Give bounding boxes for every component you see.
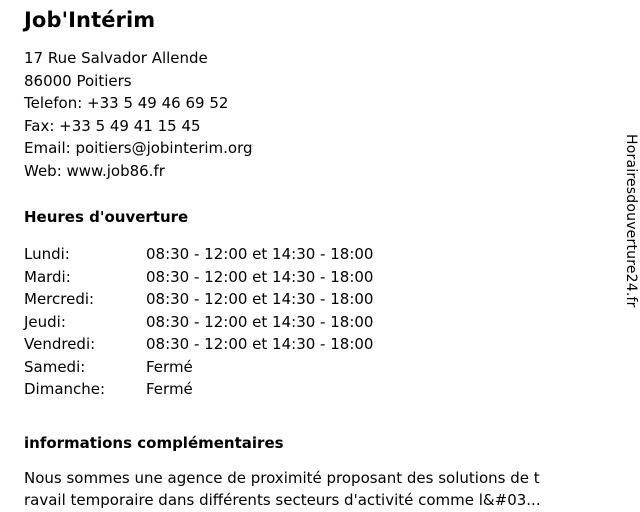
contact-fax: Fax: +33 5 49 41 15 45 — [24, 116, 201, 135]
hours-time-value: 08:30 - 12:00 et 14:30 - 18:00 — [146, 245, 374, 263]
hours-day-label: Dimanche: — [24, 380, 106, 398]
table-row — [24, 356, 373, 379]
hours-time-value: 08:30 - 12:00 et 14:30 - 18:00 — [146, 267, 374, 286]
additional-info-heading: informations complémentaires — [24, 433, 284, 452]
additional-info-line-1: Nous sommes une agence de proximité proposant des solutions de t — [24, 468, 540, 487]
table-row — [24, 378, 373, 401]
table-row — [24, 333, 373, 356]
additional-info-text — [24, 467, 580, 512]
contact-block — [24, 47, 604, 182]
table-row — [24, 243, 373, 266]
contact-phone: Telefon: +33 5 49 46 69 52 — [24, 94, 229, 112]
table-row — [24, 288, 373, 311]
hours-day-label: Vendredi: — [24, 335, 96, 353]
contact-website: Web: www.job86.fr — [24, 161, 165, 180]
table-row — [24, 266, 373, 289]
address-city: 86000 Poitiers — [24, 71, 132, 90]
watermark-label: Horairesdouverture24.fr — [623, 134, 639, 308]
hours-time-value: Fermé — [146, 380, 193, 398]
hours-day-label: Mardi: — [24, 267, 71, 286]
opening-hours-heading: Heures d'ouverture — [24, 208, 189, 226]
address-street: 17 Rue Salvador Allende — [24, 49, 208, 67]
table-row — [24, 311, 373, 334]
hours-day-label: Lundi: — [24, 245, 70, 263]
hours-time-value: Fermé — [146, 357, 193, 376]
hours-day-label: Samedi: — [24, 357, 86, 376]
hours-day-label: Mercredi: — [24, 290, 95, 308]
hours-day-label: Jeudi: — [24, 312, 66, 331]
opening-hours-table — [24, 243, 373, 401]
hours-time-value: 08:30 - 12:00 et 14:30 - 18:00 — [146, 290, 374, 308]
hours-time-value: 08:30 - 12:00 et 14:30 - 18:00 — [146, 335, 374, 353]
hours-time-value: 08:30 - 12:00 et 14:30 - 18:00 — [146, 312, 374, 331]
additional-info-line-2: ravail temporaire dans différents secteurs d'activité comme l&#03... — [24, 491, 541, 509]
contact-email: Email: poitiers@jobinterim.org — [24, 139, 253, 157]
page-title: Job'Intérim — [24, 8, 156, 32]
document-body — [24, 0, 604, 509]
